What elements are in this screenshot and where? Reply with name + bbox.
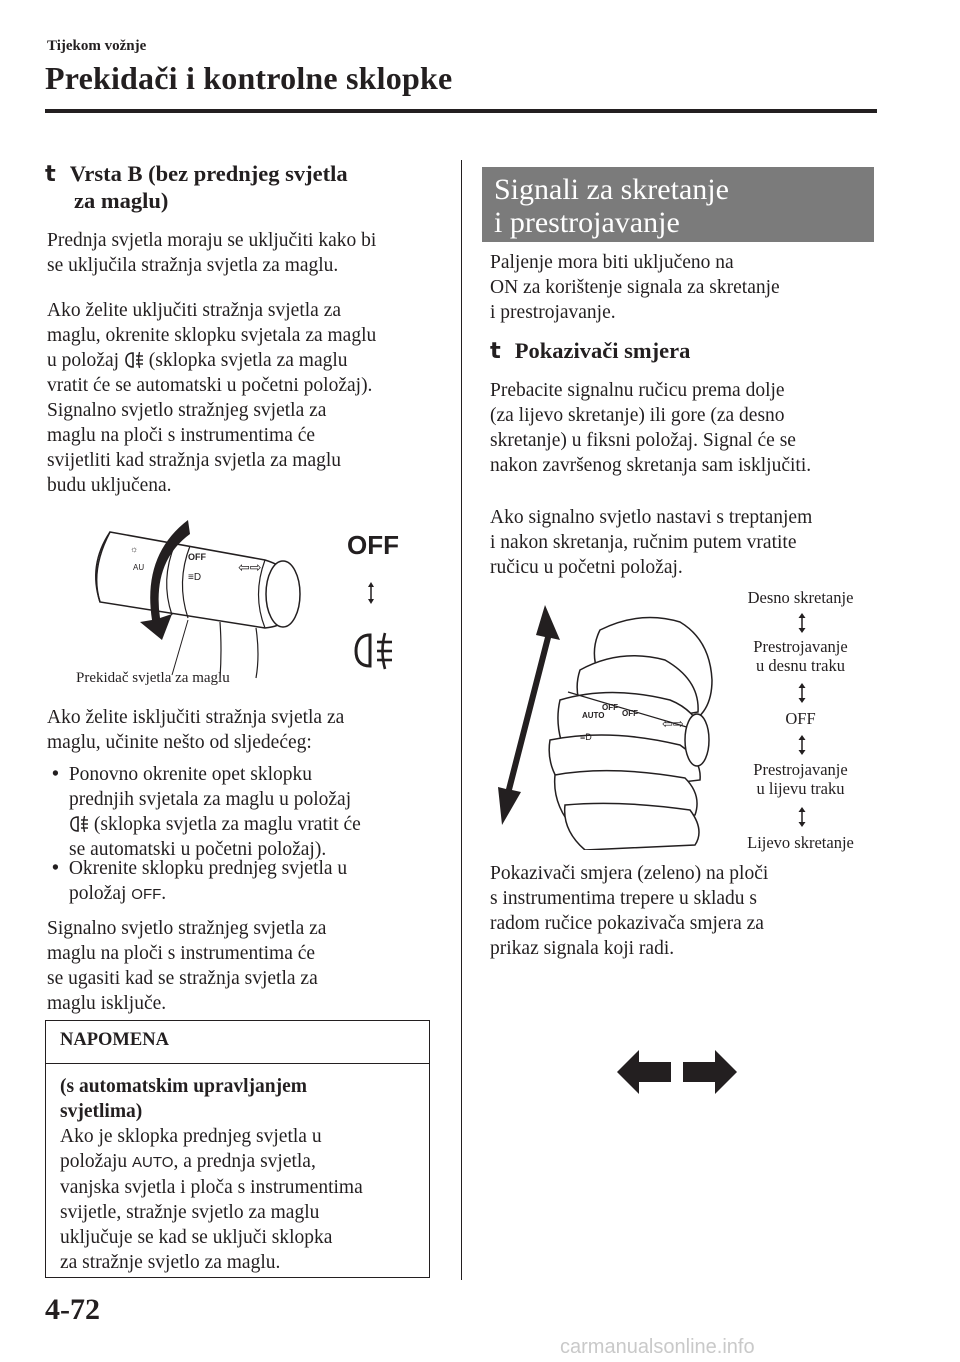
arrow-updown-icon bbox=[796, 612, 808, 634]
page-title: Prekidači i kontrolne sklopke bbox=[45, 60, 453, 96]
note-box bbox=[45, 1020, 430, 1278]
fog-switch-figure bbox=[70, 510, 440, 690]
svg-text:AUTO: AUTO bbox=[582, 711, 605, 720]
left-para-1: Prednja svjetla moraju se uključiti kako bi se uključila stražnja svjetla za maglu. bbox=[47, 230, 377, 276]
off-label: OFF bbox=[131, 886, 162, 903]
svg-text:OFF: OFF bbox=[602, 703, 618, 712]
left-heading: t Vrsta B (bez prednjeg svjetla bbox=[45, 161, 348, 187]
note-body: (s automatskim upravljanjem svjetlima) Ako je sklopka prednjeg svjetla u položaju AUTO, a prednja svjetla, vanjska svjetla i ploča s instrumentima svijetle, stražnje svjetlo za maglu uključuje se kad se uključi sklopka za stražnje svjetlo za maglu. bbox=[60, 1076, 363, 1273]
svg-text:AU: AU bbox=[133, 563, 145, 572]
svg-text:≡D: ≡D bbox=[188, 572, 202, 583]
right-heading: t Pokazivači smjera bbox=[490, 338, 691, 364]
title-rule bbox=[45, 109, 877, 113]
section-banner: Signali za skretanje i prestrojavanje bbox=[482, 167, 874, 242]
label-lane-right: Prestrojavanje u desnu traku bbox=[753, 637, 848, 675]
label-right-turn: Desno skretanje bbox=[747, 588, 854, 607]
arrow-updown-icon bbox=[796, 806, 808, 828]
right-arrow-icon bbox=[683, 1050, 737, 1094]
arrow-updown-icon bbox=[796, 734, 808, 756]
right-para-1: Prebacite signalnu ručicu prema dolje (za lijevo skretanje) ili gore (za desno skretanje) u fiksni položaj. Signal će se nakon završenog skretanja sam isključiti. bbox=[490, 380, 812, 476]
label-off: OFF bbox=[785, 709, 816, 728]
turn-signal-figure bbox=[490, 600, 730, 850]
heading-marker: t bbox=[45, 161, 56, 187]
svg-text:OFF: OFF bbox=[622, 709, 638, 718]
fig-updown-arrow bbox=[368, 582, 374, 604]
left-heading-line2: za maglu) bbox=[74, 188, 169, 213]
label-left-turn: Lijevo skretanje bbox=[747, 833, 854, 852]
left-arrow-icon bbox=[617, 1050, 671, 1094]
right-intro: Paljenje mora biti uključeno na ON za korištenje signala za skretanje i prestrojavanje. bbox=[490, 252, 780, 323]
right-para-2: Ako signalno svjetlo nastavi s treptanjem i nakon skretanja, ručnim putem vratite ručicu u početni položaj. bbox=[490, 507, 813, 578]
svg-text:⇦⇨: ⇦⇨ bbox=[662, 717, 684, 732]
watermark: carmanualsonline.info bbox=[560, 1336, 755, 1358]
column-divider bbox=[461, 160, 462, 1280]
turn-indicator-icons bbox=[615, 1048, 739, 1096]
left-para-2: Ako želite uključiti stražnja svjetla za maglu, okrenite sklopku svjetala za maglu u položaj (sklopka svjetla za maglu vratit će se automatski u početni položaj). Signalno svjetlo stražnjeg svjetla za maglu na ploči s instrumentima će svijetliti kad stražnja svjetla za maglu budu uključena. bbox=[47, 300, 377, 496]
label-lane-left: Prestrojavanje u lijevu traku bbox=[753, 760, 848, 798]
rear-fog-icon bbox=[69, 815, 89, 833]
section-label: Tijekom vožnje bbox=[47, 38, 147, 54]
right-para-3: Pokazivači smjera (zeleno) na ploči s instrumentima trepere u skladu s radom ručice pokazivača smjera za prikaz signala koji radi. bbox=[490, 863, 769, 959]
updown-double-arrow bbox=[498, 605, 560, 825]
auto-label: AUTO bbox=[132, 1154, 174, 1171]
left-para-3: Ako želite isključiti stražnja svjetla za maglu, učinite nešto od sljedećeg: bbox=[47, 707, 345, 753]
svg-text:⇦⇨: ⇦⇨ bbox=[238, 560, 262, 576]
bullet-2: • Okrenite sklopku prednjeg svjetla u položaj OFF. bbox=[52, 858, 348, 904]
svg-text:☼: ☼ bbox=[130, 544, 139, 554]
page-number: 4-72 bbox=[45, 1293, 100, 1326]
fig-off-label: OFF bbox=[347, 530, 399, 560]
rear-fog-icon bbox=[124, 351, 144, 369]
svg-text:OFF: OFF bbox=[188, 552, 206, 562]
fog-switch-caption: Prekidač svjetla za maglu bbox=[76, 670, 230, 686]
note-title: NAPOMENA bbox=[46, 1021, 429, 1064]
left-para-4: Signalno svjetlo stražnjeg svjetla za maglu na ploči s instrumentima će se ugasiti kad se stražnja svjetla za maglu isključe. bbox=[47, 918, 327, 1014]
bullet-1: • Ponovno okrenite opet sklopku prednjih svjetala za maglu u položaj (sklopka svjetla za maglu vratit će se automatski u početni položaj). bbox=[52, 764, 361, 860]
arrow-updown-icon bbox=[796, 682, 808, 704]
fig-rear-fog-icon bbox=[356, 633, 392, 669]
svg-text:≡D: ≡D bbox=[580, 732, 592, 742]
